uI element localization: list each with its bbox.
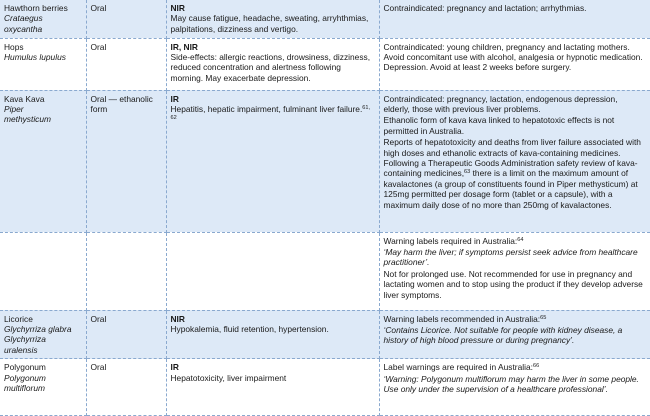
comment-text: ‘May harm the liver; if symptoms persist seek advice from healthcare practitioner’.: [383, 246, 638, 268]
herb-name: Hawthorn berries: [4, 3, 68, 13]
latin-name: multiflorum: [4, 382, 45, 393]
latin-name: Piper: [4, 103, 24, 114]
latin-name: methysticum: [4, 114, 52, 125]
effects-text: Hepatitis, hepatic impairment, fulminant liver failure.: [170, 103, 363, 114]
route-text: Oral: [90, 362, 107, 373]
latin-name: Glychyrriza: [4, 334, 46, 345]
comment-text: Not for prolonged use. Not recommended for use in pregnancy and lactating women and to stop using the product if they develop adverse liver symptoms.: [383, 268, 643, 300]
comment-text: Warning labels required in Australia:: [383, 235, 518, 246]
comments-cell: [379, 359, 650, 416]
comment-paragraph: [384, 3, 647, 13]
comment-text: Warning labels recommended in Australia:: [383, 313, 541, 324]
route-cell: [86, 90, 166, 232]
herb-name: Licorice: [4, 313, 33, 324]
reference-number: 66: [532, 363, 540, 370]
route-text: Oral: [90, 41, 107, 52]
comment-paragraph: [384, 236, 647, 246]
route-text: Oral: [90, 313, 107, 324]
effects-cell: [166, 90, 379, 232]
rating-label: IR, NIR: [170, 41, 198, 52]
effects-cell: [166, 359, 379, 416]
comment-text: Contraindicated: pregnancy and lactation; arrhythmias.: [383, 3, 587, 13]
route-text: Oral: [90, 3, 107, 13]
warning-label: [384, 374, 647, 395]
comment-text: ‘Contains Licorice. Not suitable for people with kidney disease, a history of high blood pressure or during pregnancy’.: [383, 324, 623, 346]
comment-paragraph: [384, 94, 647, 115]
effects-text: Hepatotoxicity, liver impairment: [170, 372, 287, 383]
comment-paragraph: [384, 362, 647, 372]
comments-cell: [379, 90, 650, 232]
effects-cell: [166, 38, 379, 90]
comment-text: Label warnings are required in Australia:: [383, 362, 533, 373]
comment-text: Contraindicated: pregnancy, lactation, endogenous depression, elderly, those with previous liver problems.: [383, 93, 618, 114]
table-row: [0, 232, 650, 310]
comment-text: Contraindicated: young children, pregnancy and lactating mothers. Avoid concomitant use with alcohol, analgesia or hypnotic medication. Depression. Avoid at least 2 weeks before surgery.: [383, 41, 643, 73]
effects-text: Side-effects: allergic reactions, drowsiness, dizziness, reduced concentration and alertness following morning. May exacerbate depression.: [170, 51, 371, 83]
adverse-effects: [171, 104, 375, 125]
route-cell: [86, 38, 166, 90]
comment-text: Ethanolic form of kava kava linked to hepatotoxic effects is not permitted in Australia.: [383, 115, 615, 136]
comment-paragraph: [384, 269, 647, 300]
effects-cell: [166, 232, 379, 310]
latin-name: Humulus lupulus: [4, 51, 66, 62]
route-cell: [86, 232, 166, 310]
reference-number: 64: [517, 236, 524, 243]
herb-name: Kava Kava: [4, 93, 45, 104]
herb-cell: [0, 90, 86, 232]
warning-label: [384, 247, 647, 268]
herb-cell: [0, 310, 86, 359]
comment-text: Reports of hepatotoxicity and deaths from liver failure associated with high doses and ethanolic extracts of kava-containing medicines. Following a Therapeutic Goods Administration safety review of kava-containing medicines,: [383, 137, 641, 179]
herb-name: Polygonum: [4, 362, 46, 373]
comment-text: there is a limit on the maximum amount of kavalactones (a group of constituents found in Piper methysticum) at 125mg permitted per dosage form (tablet or a capsule), with a maximum daily dose of no more than 250mg of kavalactones.: [383, 168, 638, 210]
herb-cell: [0, 38, 86, 90]
rating-label: NIR: [170, 313, 185, 324]
comments-cell: [379, 232, 650, 310]
rating-label: IR: [170, 93, 179, 104]
herb-cell: [0, 0, 86, 38]
warning-label: [384, 325, 647, 346]
comment-paragraph: [384, 42, 647, 73]
comment-text: ‘Warning: Polygonum multiflorum may harm the liver in some people. Use only under the supervision of a healthcare professional’.: [383, 373, 639, 394]
reference-number: 65: [540, 314, 547, 321]
latin-name: oxycantha: [4, 23, 43, 34]
comment-paragraph: [384, 137, 647, 210]
effects-cell: [166, 0, 379, 38]
table-row: [0, 38, 650, 90]
comment-paragraph: [384, 115, 647, 136]
rating-label: NIR: [170, 3, 185, 13]
comments-cell: [379, 0, 650, 38]
route-cell: [86, 0, 166, 38]
latin-name: Crataegus: [4, 13, 43, 24]
route-cell: [86, 310, 166, 359]
herb-name: Hops: [4, 41, 24, 52]
effects-text: Hypokalemia, fluid retention, hypertension.: [170, 323, 329, 334]
latin-name: Glychyrriza glabra: [4, 323, 72, 334]
rating-label: IR: [170, 362, 179, 373]
reference-number: 61, 62: [170, 104, 371, 122]
route-cell: [86, 359, 166, 416]
herb-cell: [0, 232, 86, 310]
comment-paragraph: [384, 314, 647, 324]
table-row: [0, 0, 650, 38]
table-row: [0, 90, 650, 232]
adverse-effects: [171, 13, 375, 34]
comments-cell: [379, 38, 650, 90]
effects-cell: [166, 310, 379, 359]
latin-name: uralensis: [4, 344, 38, 355]
reference-number: 63: [464, 169, 471, 176]
route-text: Oral — ethanolic form: [90, 93, 153, 114]
latin-name: Polygonum: [4, 372, 46, 383]
adverse-effects: [171, 324, 375, 334]
adverse-effects: [171, 373, 375, 383]
herb-cell: [0, 359, 86, 416]
comments-cell: [379, 310, 650, 359]
table-row: [0, 310, 650, 359]
adverse-effects: [171, 52, 375, 83]
effects-text: May cause fatigue, headache, sweating, arryhthmias, palpitations, dizziness and vertigo.: [170, 13, 369, 34]
table-row: [0, 359, 650, 416]
